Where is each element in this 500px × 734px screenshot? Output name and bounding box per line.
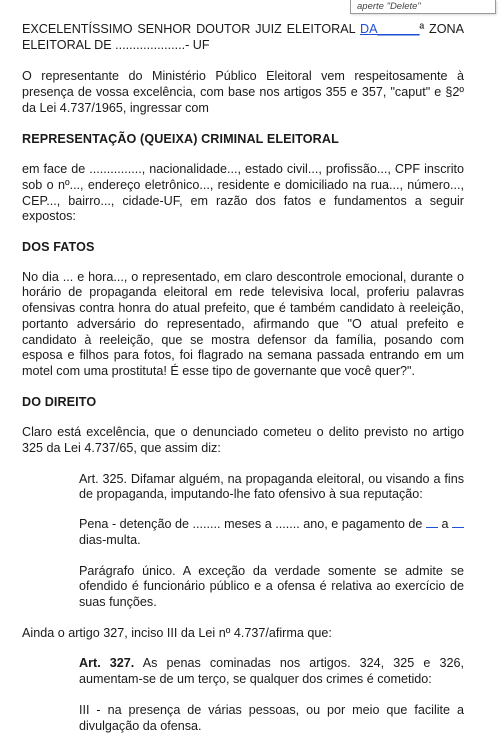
- penalty-min-field[interactable]: [426, 517, 438, 528]
- facts-paragraph: No dia ... e hora..., o representado, em claro descontrole emocional, durante o horário de propaganda eleitoral em rede televisiva local, proferiu palavras ofensivas contra honra do atual prefeito, que é também candidato à reeleição, portanto adversário do representado, afirmando que "O atual prefeito e candidato à reeleição, que se mostra defensor da família, posando com esposa e filhos para fotos, foi flagrado na semana passada entrando em um motel com uma prostituta! É esse tipo de governante que você quer?".: [22, 269, 464, 378]
- item-iii: III - na presença de várias pessoas, ou por meio que facilite a divulgação da ofensa.: [79, 702, 464, 733]
- intro-paragraph: O representante do Ministério Público Eleitoral vem respeitosamente à presença de vossa excelência, com base nos artigos 355 e 357, "caput" e §2º da Lei 4.737/1965, ingressar com: [22, 69, 464, 115]
- addressee-header: [22, 22, 464, 53]
- document-page: [22, 22, 464, 734]
- penalty-max-field[interactable]: [452, 517, 464, 528]
- header-text-start: EXCELENTÍSSIMO SENHOR DOUTOR JUIZ ELEITORAL: [22, 22, 361, 36]
- parties-paragraph: em face de ..............., nacionalidade..., estado civil..., profissão..., CPF inscrito sob o nº..., endereço eletrônico..., residente e domiciliado na rua..., número..., CEP..., bairro..., cidade-UF, em razão dos fatos e fundamentos a seguir expostos:: [22, 162, 464, 224]
- article-327-intro: Ainda o artigo 327, inciso III da Lei nº 4.737/afirma que:: [22, 625, 332, 640]
- article-327: [79, 656, 464, 687]
- delete-hint-tooltip: aperte "Delete": [350, 0, 496, 14]
- penalty-text-end: dias-multa.: [79, 532, 141, 547]
- facts-heading: DOS FATOS: [22, 240, 95, 255]
- law-intro-paragraph: Claro está excelência, que o denunciado cometeu o delito previsto no artigo 325 da Lei 4.737/65, que assim diz:: [22, 425, 464, 456]
- penalty-line: [79, 517, 464, 548]
- law-heading: DO DIREITO: [22, 394, 97, 409]
- sole-paragraph: Parágrafo único. A exceção da verdade somente se admite se ofendido é funcionário público e a ofensa é relativa ao exercício de suas funções.: [79, 563, 464, 609]
- document-title: REPRESENTAÇÃO (QUEIXA) CRIMINAL ELEITORAL: [22, 131, 339, 146]
- zone-number-field[interactable]: DA______: [360, 22, 420, 36]
- penalty-text-start: Pena - detenção de ........ meses a ....... ano, e pagamento de: [79, 517, 426, 532]
- article-327-text: As penas cominadas nos artigos. 324, 325 e 326, aumentam-se de um terço, se qualquer dos crimes é cometido:: [79, 656, 464, 687]
- header-text-end: ª ZONA ELEITORAL DE ....................- UF: [22, 22, 464, 52]
- article-325: Art. 325. Difamar alguém, na propaganda eleitoral, ou visando a fins de propaganda, imputando-lhe fato ofensivo à sua reputação:: [79, 471, 464, 502]
- article-327-label: Art. 327.: [79, 656, 135, 671]
- penalty-text-mid: a: [437, 517, 452, 532]
